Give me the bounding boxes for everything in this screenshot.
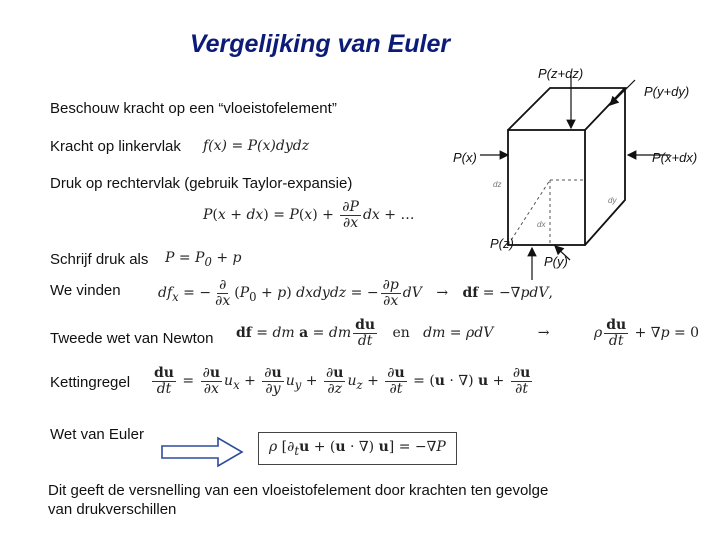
label-p-x-dx: P(x+dx) xyxy=(652,150,698,165)
chain-rule-label: Kettingregel xyxy=(50,374,131,391)
formula-taylor: P(x + dx) = P(x) + $\frac{\partial P}{\partial x}$ dx + … xyxy=(203,199,415,231)
formula-euler-boxed: ρ [$\partial_tu + (u$ · ∇) u] = −∇P xyxy=(258,432,457,465)
newton-label: Tweede wet van Newton xyxy=(50,330,214,347)
page-title: Vergelijking van Euler xyxy=(189,30,451,58)
label-dx: dx xyxy=(537,220,546,229)
intro-line: Beschouw kracht op een “vloeistofelement” xyxy=(50,100,337,117)
label-p-x: P(x) xyxy=(453,150,477,165)
formula-chain-rule: $\frac{du}{dt}$ = $\frac{\partial u}{\partial x}$ $u_x$ + $\frac{\partial u}{\partial y}$ $u_y$ + $\frac{\partial u}{\partial z}$ $u_z$ + $\frac{\partial u}{\partial t}$ = (u · ∇) u + $\frac{\partial u}{\partial t}$ xyxy=(154,365,531,397)
label-dy: dy xyxy=(608,196,617,205)
conclusion-line-1: Dit geeft de versnelling van een vloeistofelement door krachten ten gevolge xyxy=(48,482,549,499)
label-p-y: P(y) xyxy=(544,254,568,269)
formula-pressure: $P = P_0 + p$ xyxy=(165,250,242,269)
formula-newton: df = dm a = dm $\frac{du}{dt}$ en dm = ρdV → ρ $\frac{du}{dt}$ + ∇p = 0 xyxy=(236,317,700,349)
conclusion-line-2: van drukverschillen xyxy=(48,501,177,518)
right-face-label: Druk op rechtervlak (gebruik Taylor-expansie) xyxy=(50,175,353,192)
block-arrow-icon xyxy=(160,436,244,468)
formula-left-force: f(x) = P(x)dydz xyxy=(203,138,310,154)
label-p-z: P(z) xyxy=(490,236,514,251)
label-p-z-dz: P(z+dz) xyxy=(538,66,584,81)
label-dz: dz xyxy=(493,180,502,189)
pressure-label: Schrijf druk als xyxy=(50,251,149,268)
label-p-y-dy: P(y+dy) xyxy=(644,84,690,99)
formula-we-vinden: $df_x$ = − $\frac{\partial}{\partial x}$ $(P_0 + p)$ dxdydz = − $\frac{\partial p}{\partial x}$ dV → df = −∇pdV, xyxy=(158,277,553,309)
we-vinden-label: We vinden xyxy=(50,282,121,299)
left-face-label: Kracht op linkervlak xyxy=(50,138,181,155)
euler-label: Wet van Euler xyxy=(50,426,144,443)
